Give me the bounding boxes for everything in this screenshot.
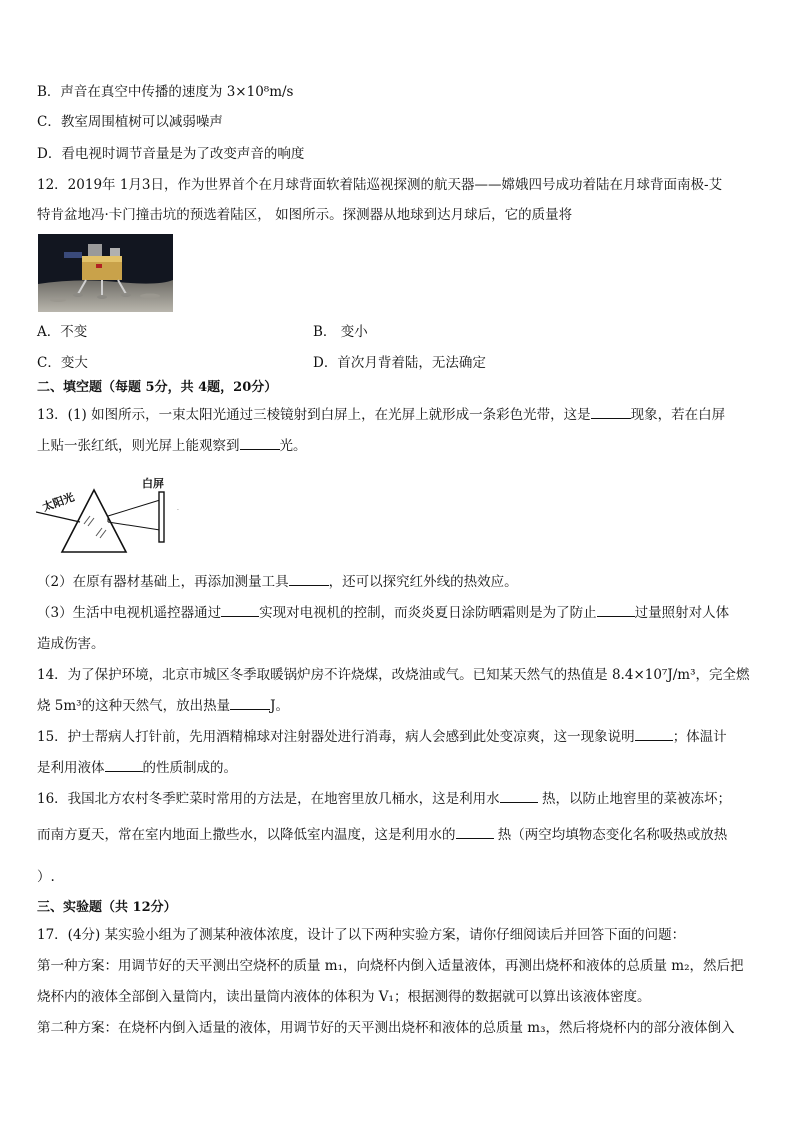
q15-text-a: 15．护士帮病人打针前，先用酒精棉球对注射器处进行消毒，病人会感到此处变凉爽，这一现象说明 [37,729,635,745]
q15-text-b: ；体温计 [672,729,727,745]
section3-heading: 三、实验题（共 12分） [37,900,177,915]
q13-part1-line2 [37,437,307,455]
q15-text-d: 的性质制成的。 [142,760,237,776]
q17-plan1-line2: 烧杯内的液体全部倒入量筒内，读出量筒内液体的体积为 V₁；根据测得的数据就可以算出该液体密度。 [37,989,651,1005]
q13-part2-text-b: ，还可以探究红外线的热效应。 [328,574,518,590]
q14-blank[interactable] [230,697,270,710]
q14-text-b: 烧 5m³的这种天然气，放出热量 [37,698,231,714]
q11-option-c: C．教室周围植树可以减弱噪声 [37,114,223,130]
q15-line2 [37,759,237,777]
q12-option-a: A．不变 [37,324,88,340]
q13-part3-text-a: （3）生活中电视机遥控器通过 [37,605,222,621]
q13-blank-4[interactable] [221,604,259,617]
q11-option-b: B．声音在真空中传播的速度为 3×10⁸m/s [37,84,294,100]
sunlight-label: 太阳光 [40,490,77,515]
q14-text-c: J。 [270,698,290,714]
q13-blank-3[interactable] [289,573,329,586]
q15-text-c: 是利用液体 [37,760,105,776]
q17-plan1-line1: 第一种方案：用调节好的天平测出空烧杯的质量 m₁，向烧杯内倒入适量液体，再测出烧杯和液体的总质量 m₂，然后把 [37,958,744,974]
q16-text-c: 而南方夏天，常在室内地面上撒些水，以降低室内温度，这是利用水的 [37,827,456,843]
svg-text:·: · [177,507,179,514]
q13-part3-line1 [37,604,729,622]
q13-part1-text-d: 光。 [279,438,307,454]
q12-text-line2: 特肯盆地冯·卡门撞击坑的预选着陆区， 如图所示。探测器从地球到达月球后，它的质量将 [37,207,573,223]
q12-text-line1: 12．2019年 1月3日，作为世界首个在月球背面软着陆巡视探测的航天器——嫦娥四号成功着陆在月球背面南极-艾 [37,177,723,193]
q13-part3-text-c: 过量照射对人体 [634,605,730,621]
q16-line2 [37,826,727,844]
q15-blank-2[interactable] [105,759,143,772]
q13-blank-2[interactable] [240,437,280,450]
q17-plan2-line1: 第二种方案：在烧杯内倒入适量的液体，用调节好的天平测出烧杯和液体的总质量 m₃，然后将烧杯内的部分液体倒入 [37,1020,735,1036]
q12-option-c: C．变大 [37,355,88,371]
q12-option-b: B． 变小 [313,324,368,340]
q14-line2 [37,697,289,715]
q15-line1 [37,728,727,746]
q13-blank-1[interactable] [591,406,631,419]
q14-line1: 14．为了保护环境，北京市城区冬季取暖锅炉房不许烧煤，改烧油或气。已知某天然气的热值是 8.4×10⁷J/m³，完全燃 [37,667,750,683]
q13-part2-text-a: （2）在原有器材基础上，再添加测量工具 [37,574,289,590]
q17-intro: 17．(4分) 某实验小组为了测某种液体浓度，设计了以下两种实验方案，请你仔细阅读后并回答下面的问题： [37,927,686,943]
q16-text-b: 热，以防止地窖里的菜被冻坏； [537,791,731,807]
q13-part3-line2: 造成伤害。 [37,636,105,652]
q16-line3: ）. [37,869,55,885]
q13-part1-text-b: 现象，若在白屏 [630,407,726,423]
q13-part1-line1 [37,406,725,424]
q16-blank-1[interactable] [500,790,538,803]
screen-label: 白屏 [142,477,164,490]
q16-text-d: 热（两空均填物态变化名称吸热或放热 [493,827,728,843]
q16-line1 [37,790,731,808]
q16-text-a: 16．我国北方农村冬季贮菜时常用的方法是，在地窖里放几桶水，这是利用水 [37,791,500,807]
q13-part1-text-a: 13．(1) 如图所示，一束太阳光通过三棱镜射到白屏上，在光屏上就形成一条彩色光带，这是 [37,407,591,423]
prism-diagram [36,474,186,556]
q13-part3-text-b: 实现对电视机的控制，而炎炎夏日涂防晒霜则是为了防止 [259,605,597,621]
q11-option-d: D．看电视时调节音量是为了改变声音的响度 [37,146,305,162]
q16-blank-2[interactable] [456,826,494,839]
q12-option-d: D．首次月背着陆，无法确定 [313,355,486,371]
lunar-lander-photo [38,234,173,312]
q15-blank-1[interactable] [635,728,673,741]
section2-heading: 二、填空题（每题 5分，共 4题，20分） [37,380,278,395]
q13-part2 [37,573,518,591]
q13-blank-5[interactable] [597,604,635,617]
q13-part1-text-c: 上贴一张红纸，则光屏上能观察到 [37,438,240,454]
